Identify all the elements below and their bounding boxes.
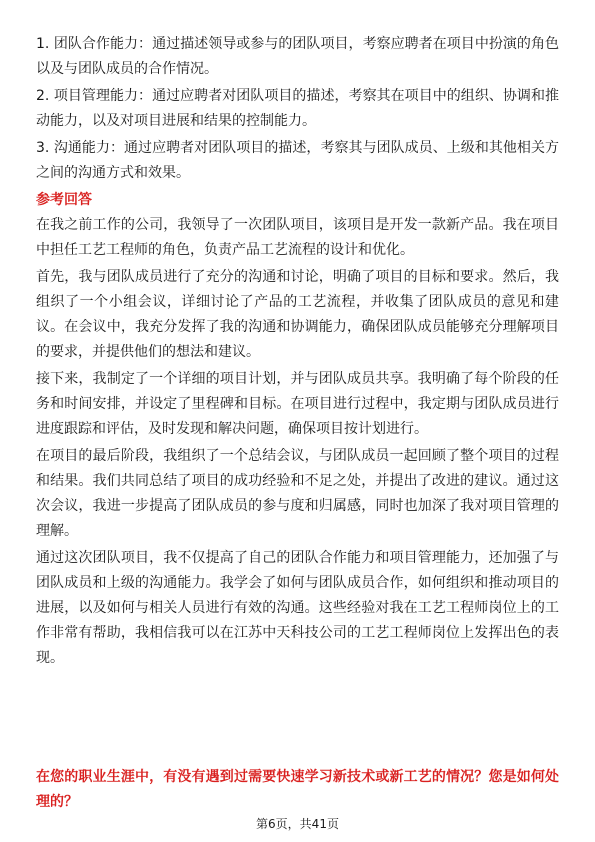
next-question-block (36, 765, 559, 815)
answer-paragraph-next: 接下来，我制定了一个详细的项目计划，并与团队成员共享。我明确了每个阶段的任务和时间安排，并设定了里程碑和目标。在项目进行过程中，我定期与团队成员进行进度跟踪和评估，及时发现和解决问题，确保项目按计划进行。 (36, 371, 559, 437)
evaluation-point-teamwork: 1. 团队合作能力：通过描述领导或参与的团队项目，考察应聘者在项目中扮演的角色以及与团队成员的合作情况。 (36, 36, 559, 77)
page-content (36, 32, 559, 673)
evaluation-point-project-management: 2. 项目管理能力：通过应聘者对团队项目的描述，考察其在项目中的组织、协调和推动能力，以及对项目进展和结果的控制能力。 (36, 88, 559, 129)
evaluation-point-communication: 3. 沟通能力：通过应聘者对团队项目的描述，考察其与团队成员、上级和其他相关方之间的沟通方式和效果。 (36, 140, 559, 181)
answer-paragraph-final-stage: 在项目的最后阶段，我组织了一个总结会议，与团队成员一起回顾了整个项目的过程和结果。我们共同总结了项目的成功经验和不足之处，并提出了改进的建议。通过这次会议，我进一步提高了团队成员的参与度和归属感，同时也加深了我对项目管理的理解。 (36, 448, 559, 539)
answer-paragraph-conclusion: 通过这次团队项目，我不仅提高了自己的团队合作能力和项目管理能力，还加强了与团队成员和上级的沟通能力。我学会了如何与团队成员合作，如何组织和推动项目的进展，以及如何与相关人员进行有效的沟通。这些经验对我在工艺工程师岗位上的工作非常有帮助，我相信我可以在江苏中天科技公司的工艺工程师岗位上发挥出色的表现。 (36, 550, 559, 666)
answer-heading: 参考回答 (36, 192, 92, 208)
page-footer (0, 816, 595, 832)
page-number-label: 第6页，共41页 (256, 817, 339, 831)
next-question: 在您的职业生涯中，有没有遇到过需要快速学习新技术或新工艺的情况？您是如何处理的？ (36, 769, 559, 810)
answer-paragraph-intro: 在我之前工作的公司，我领导了一次团队项目，该项目是开发一款新产品。我在项目中担任工艺工程师的角色，负责产品工艺流程的设计和优化。 (36, 217, 559, 258)
answer-paragraph-first: 首先，我与团队成员进行了充分的沟通和讨论，明确了项目的目标和要求。然后，我组织了一个小组会议，详细讨论了产品的工艺流程，并收集了团队成员的意见和建议。在会议中，我充分发挥了我的沟通和协调能力，确保团队成员能够充分理解项目的要求，并提供他们的想法和建议。 (36, 269, 559, 360)
